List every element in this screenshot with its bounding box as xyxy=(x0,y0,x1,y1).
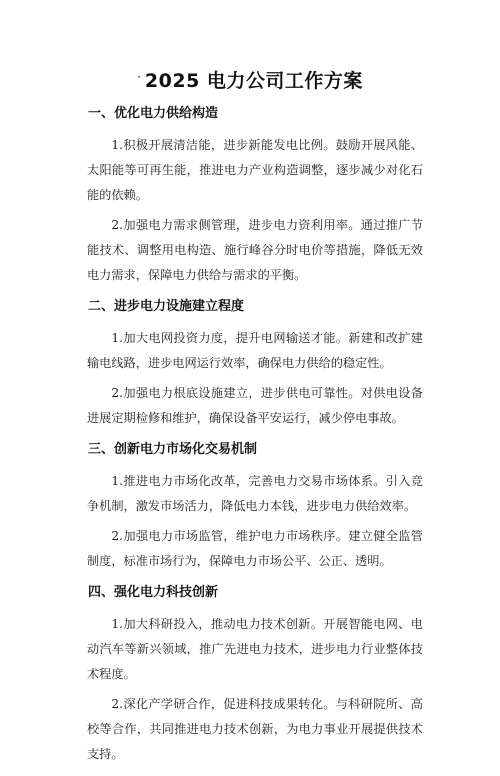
document-title: 2025 电力公司工作方案 xyxy=(144,70,363,92)
paragraph: 2.加强电力根底设施建立，进步供电可靠性。对供电设备进展定期检修和维护，确保设备平安运行，减少停电事故。 xyxy=(87,386,423,425)
paragraph: 1.加大电网投资力度，提升电网输送才能。新建和改扩建输电线路，进步电网运行效率，确保电力供给的稳定性。 xyxy=(87,331,423,370)
paragraph: 2.加强电力需求侧管理，进步电力资利用率。通过推广节能技术、调整用电构造、施行峰谷分时电价等措施，降低无效电力需求，保障电力供给与需求的平衡。 xyxy=(87,218,423,282)
section-heading: 三、创新电力市场化交易机制 xyxy=(88,442,258,457)
section-heading: 四、强化电力科技创新 xyxy=(88,585,219,600)
section-3 xyxy=(88,440,424,574)
paragraph: 2.深化产学研合作，促进科技成果转化。与科研院所、高校等合作，共同推进电力技术创新，为电力事业开展提供技术支持。 xyxy=(87,697,423,761)
section-2 xyxy=(88,297,424,431)
paragraph: 1.积极开展清洁能，进步新能发电比例。鼓励开展风能、太阳能等可再生能，推进电力产业构造调整，逐步减少对化石能的依赖。 xyxy=(87,138,423,202)
paragraph: 1.加大科研投入，推动电力技术创新。开展智能电网、电动汽车等新兴领域，推广先进电力技术，进步电力行业整体技术程度。 xyxy=(87,617,423,681)
paragraph: 1.推进电力市场化改革，完善电力交易市场体系。引入竞争机制，激发市场活力，降低电力本钱，进步电力供给效率。 xyxy=(87,474,423,513)
section-1 xyxy=(88,104,424,288)
title-mark: · xyxy=(137,70,141,84)
section-heading: 一、优化电力供给构造 xyxy=(88,106,219,121)
section-4 xyxy=(88,583,424,767)
paragraph: 2.加强电力市场监管，维护电力市场秩序。建立健全监管制度，标准市场行为，保障电力市场公平、公正、透明。 xyxy=(87,529,423,568)
section-heading: 二、进步电力设施建立程度 xyxy=(88,299,245,314)
title-row xyxy=(0,66,500,93)
document-body xyxy=(88,104,424,776)
